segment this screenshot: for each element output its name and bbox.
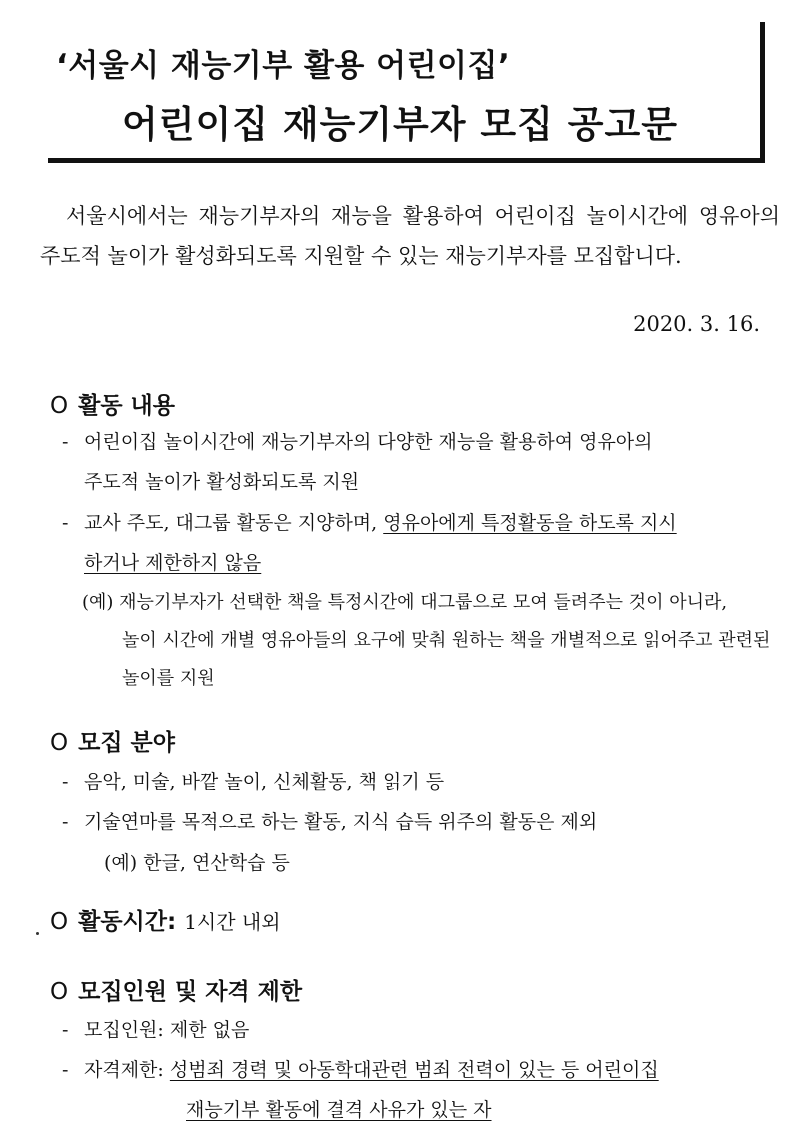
activity-example-line-1: (예) 재능기부자가 선택한 책을 특정시간에 대그룹으로 모여 들려주는 것이 아니라,: [82, 592, 728, 613]
dash-icon: -: [62, 771, 69, 793]
section-heading-time: O 활동시간: 1시간 내외: [50, 909, 281, 935]
activity-item-2-line-1: - 교사 주도, 대그룹 활동은 지양하며, 영유아에게 특정활동을 하도록 지시: [62, 503, 677, 543]
document-subtitle: ‘서울시 재능기부 활용 어린이집’: [56, 48, 511, 84]
field-example: (예) 한글, 연산학습 등: [104, 852, 290, 874]
underlined-text: 성범죄 경력 및 아동학대관련 범죄 전력이 있는 등 어린이집: [169, 1059, 659, 1081]
dash-icon: -: [62, 1059, 69, 1081]
circle-bullet-icon: O: [50, 393, 69, 419]
field-item-2: - 기술연마를 목적으로 하는 활동, 지식 습득 위주의 활동은 제외: [62, 802, 597, 842]
activity-time-value: 1시간 내외: [184, 910, 281, 934]
activity-item-1-line-1: - 어린이집 놀이시간에 재능기부자의 다양한 재능을 활용하여 영유아의: [62, 422, 653, 462]
section-heading-recruit: O 모집인원 및 자격 제한: [50, 979, 303, 1005]
field-item-1: - 음악, 미술, 바깥 놀이, 신체활동, 책 읽기 등: [62, 762, 444, 802]
recruit-item-1: - 모집인원: 제한 없음: [62, 1010, 249, 1050]
circle-bullet-icon: O: [50, 979, 69, 1005]
scan-dot: [36, 932, 39, 935]
announcement-date: 2020. 3. 16.: [633, 312, 760, 336]
activity-example-line-2: 놀이 시간에 개별 영유아들의 요구에 맞춰 원하는 책을 개별적으로 읽어주고 관련된: [122, 630, 771, 651]
example-label: (예): [82, 592, 114, 613]
circle-bullet-icon: O: [50, 909, 69, 935]
activity-example-line-3: 놀이를 지원: [122, 668, 215, 689]
section-heading-activity: O 활동 내용: [50, 393, 175, 419]
dash-icon: -: [62, 431, 69, 453]
underlined-text: 영유아에게 특정활동을 하도록 지시: [383, 512, 677, 534]
activity-item-1-line-2: 주도적 놀이가 활성화되도록 지원: [84, 471, 360, 493]
section-heading-field: O 모집 분야: [50, 730, 175, 756]
activity-item-2-line-2: 하거나 제한하지 않음: [84, 552, 262, 574]
circle-bullet-icon: O: [50, 730, 69, 756]
dash-icon: -: [62, 811, 69, 833]
intro-paragraph: 서울시에서는 재능기부자의 재능을 활용하여 어린이집 놀이시간에 영유아의 주도적 놀이가 활성화되도록 지원할 수 있는 재능기부자를 모집합니다.: [40, 204, 780, 268]
document-title: 어린이집 재능기부자 모집 공고문: [121, 103, 679, 146]
recruit-item-2-line-1: - 자격제한: 성범죄 경력 및 아동학대관련 범죄 전력이 있는 등 어린이집: [62, 1050, 659, 1090]
dash-icon: -: [62, 1019, 69, 1041]
recruit-item-2-line-2: 재능기부 활동에 결격 사유가 있는 자: [186, 1099, 492, 1121]
dash-icon: -: [62, 512, 69, 534]
